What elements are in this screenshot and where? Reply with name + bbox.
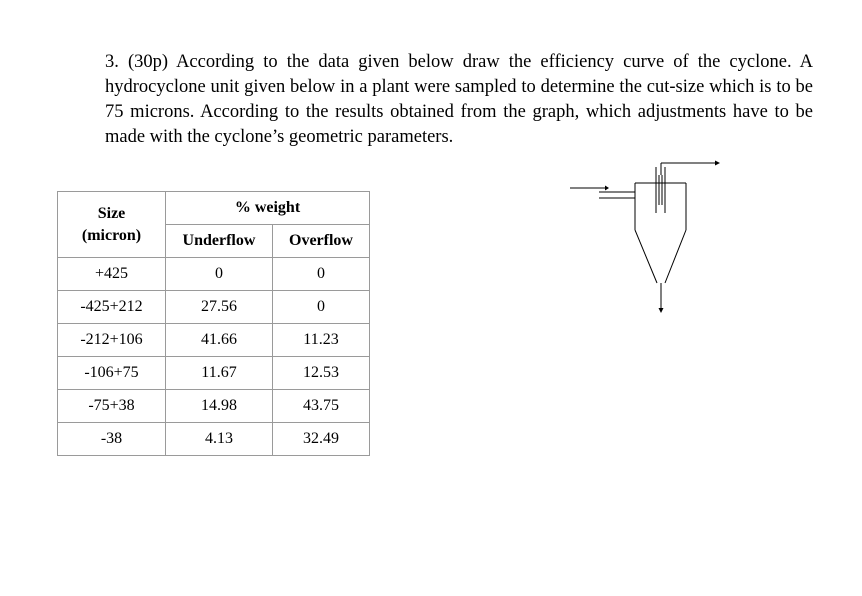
weight-header: % weight	[166, 192, 370, 225]
table-row	[58, 390, 370, 423]
table-row	[58, 423, 370, 456]
size-cell: -38	[58, 423, 166, 456]
size-cell: -212+106	[58, 324, 166, 357]
underflow-arrow	[659, 308, 664, 313]
underflow-cell: 11.67	[166, 357, 273, 390]
hydrocyclone-diagram	[565, 155, 725, 320]
cone-right	[665, 230, 686, 283]
overflow-cell: 43.75	[273, 390, 370, 423]
size-cell: -425+212	[58, 291, 166, 324]
table-row	[58, 258, 370, 291]
size-cell: -75+38	[58, 390, 166, 423]
overflow-arrow	[715, 161, 720, 166]
question-text: 3. (30p) According to the data given below draw the efficiency curve of the cyclone. A hydrocyclone unit given below in a plant were sampled to determine the cut-size which is to be 75 microns. According to the results obtained from the graph, which adjustments have to be made with the cyclone’s geometric parameters.	[105, 52, 813, 147]
table-row	[58, 291, 370, 324]
underflow-cell: 14.98	[166, 390, 273, 423]
underflow-cell: 41.66	[166, 324, 273, 357]
size-header	[58, 192, 166, 258]
overflow-cell: 12.53	[273, 357, 370, 390]
underflow-cell: 27.56	[166, 291, 273, 324]
underflow-cell: 0	[166, 258, 273, 291]
overflow-header: Overflow	[273, 225, 370, 258]
overflow-cell: 0	[273, 258, 370, 291]
size-header-line2: (micron)	[81, 226, 142, 244]
size-distribution-table	[57, 191, 370, 456]
overflow-cell: 0	[273, 291, 370, 324]
cone-left	[635, 230, 657, 283]
underflow-cell: 4.13	[166, 423, 273, 456]
size-cell: +425	[58, 258, 166, 291]
underflow-header: Underflow	[166, 225, 273, 258]
table-row	[58, 357, 370, 390]
size-cell: -106+75	[58, 357, 166, 390]
feed-arrow	[605, 186, 609, 191]
overflow-cell: 32.49	[273, 423, 370, 456]
size-header-line1: Size	[97, 204, 126, 222]
overflow-cell: 11.23	[273, 324, 370, 357]
table-row	[58, 324, 370, 357]
